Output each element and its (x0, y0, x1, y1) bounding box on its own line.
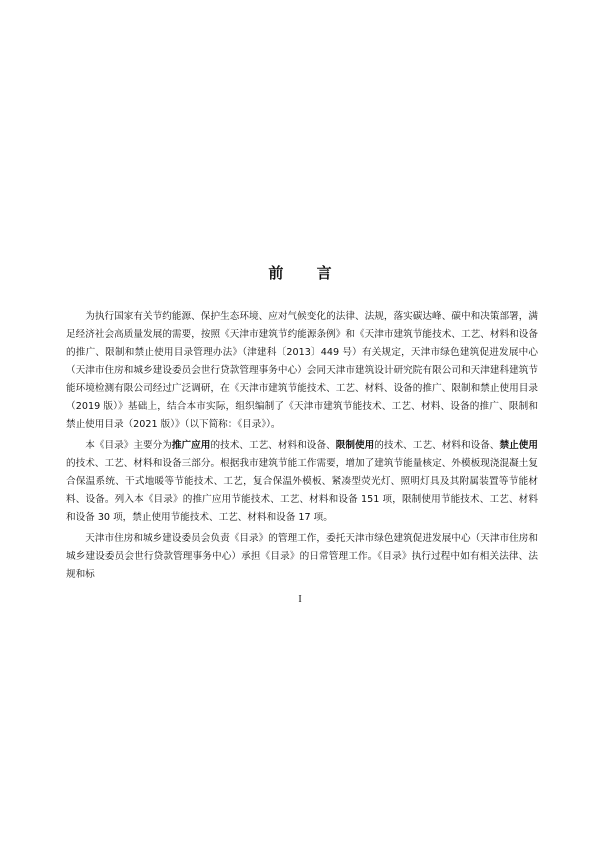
paragraph (66, 530, 538, 584)
paragraph (66, 308, 538, 434)
paragraph-text: 的技术、工艺、材料和设备、 (210, 440, 336, 451)
paragraph-text: 本《目录》主要分为 (85, 440, 172, 451)
bold-text: 推广应用 (171, 440, 211, 451)
page-title: 前 言 (268, 264, 346, 282)
paragraph-text: 天津市住房和城乡建设委员会负责《目录》的管理工作，委托天津市绿色建筑促进发展中心（天津市住房和城乡建设委员会世行贷款管理事务中心）承担《目录》的日常管理工作。《目录》执行过程中如有相关法律、法规和标 (66, 533, 538, 580)
paragraph (66, 437, 538, 527)
bold-text: 限制使用 (335, 440, 375, 451)
bold-text: 禁止使用 (499, 440, 539, 451)
paragraph-text: 为执行国家有关节约能源、保护生态环境、应对气候变化的法律、法规，落实碳达峰、碳中和决策部署，满足经济社会高质量发展的需要，按照《天津市建筑节约能源条例》和《天津市建筑节能技术、工艺、材料和设备的推广、限制和禁止使用目录管理办法》（津建科〔2013〕449 号）有关规定，天津市绿色建筑促进发展中心（天津市住房和城乡建设委员会世行贷款管理事务中心）会同天津市建筑设计研究院有限公司和天津建科建筑节能环境检测有限公司经过广泛调研，在《天津市建筑节能技术、工艺、材料、设备的推广、限制和禁止使用目录（2019 版）》基础上，结合本市实际，组织编制了《天津市建筑节能技术、工艺、材料、设备的推广、限制和禁止使用目录（2021 版）》（以下简称：《目录》）。 (66, 311, 538, 430)
paragraph-text: 的技术、工艺、材料和设备、 (374, 440, 500, 451)
paragraph-text: 的技术、工艺、材料和设备三部分。根据我市建筑节能工作需要，增加了建筑节能量核定、外模板现浇混凝土复合保温系统、干式地暖等节能技术、工艺，复合保温外模板、紧凑型荧光灯、照明灯具及其附属装置等节能材料、设备。列入本《目录》的推广应用节能技术、工艺、材料和设备 151 项，限制使用节能技术、工艺、材料和设备 30 项，禁止使用节能技术、工艺、材料和设备 17 项。 (66, 458, 538, 523)
page-number: I (298, 594, 302, 605)
document-body (66, 308, 538, 587)
